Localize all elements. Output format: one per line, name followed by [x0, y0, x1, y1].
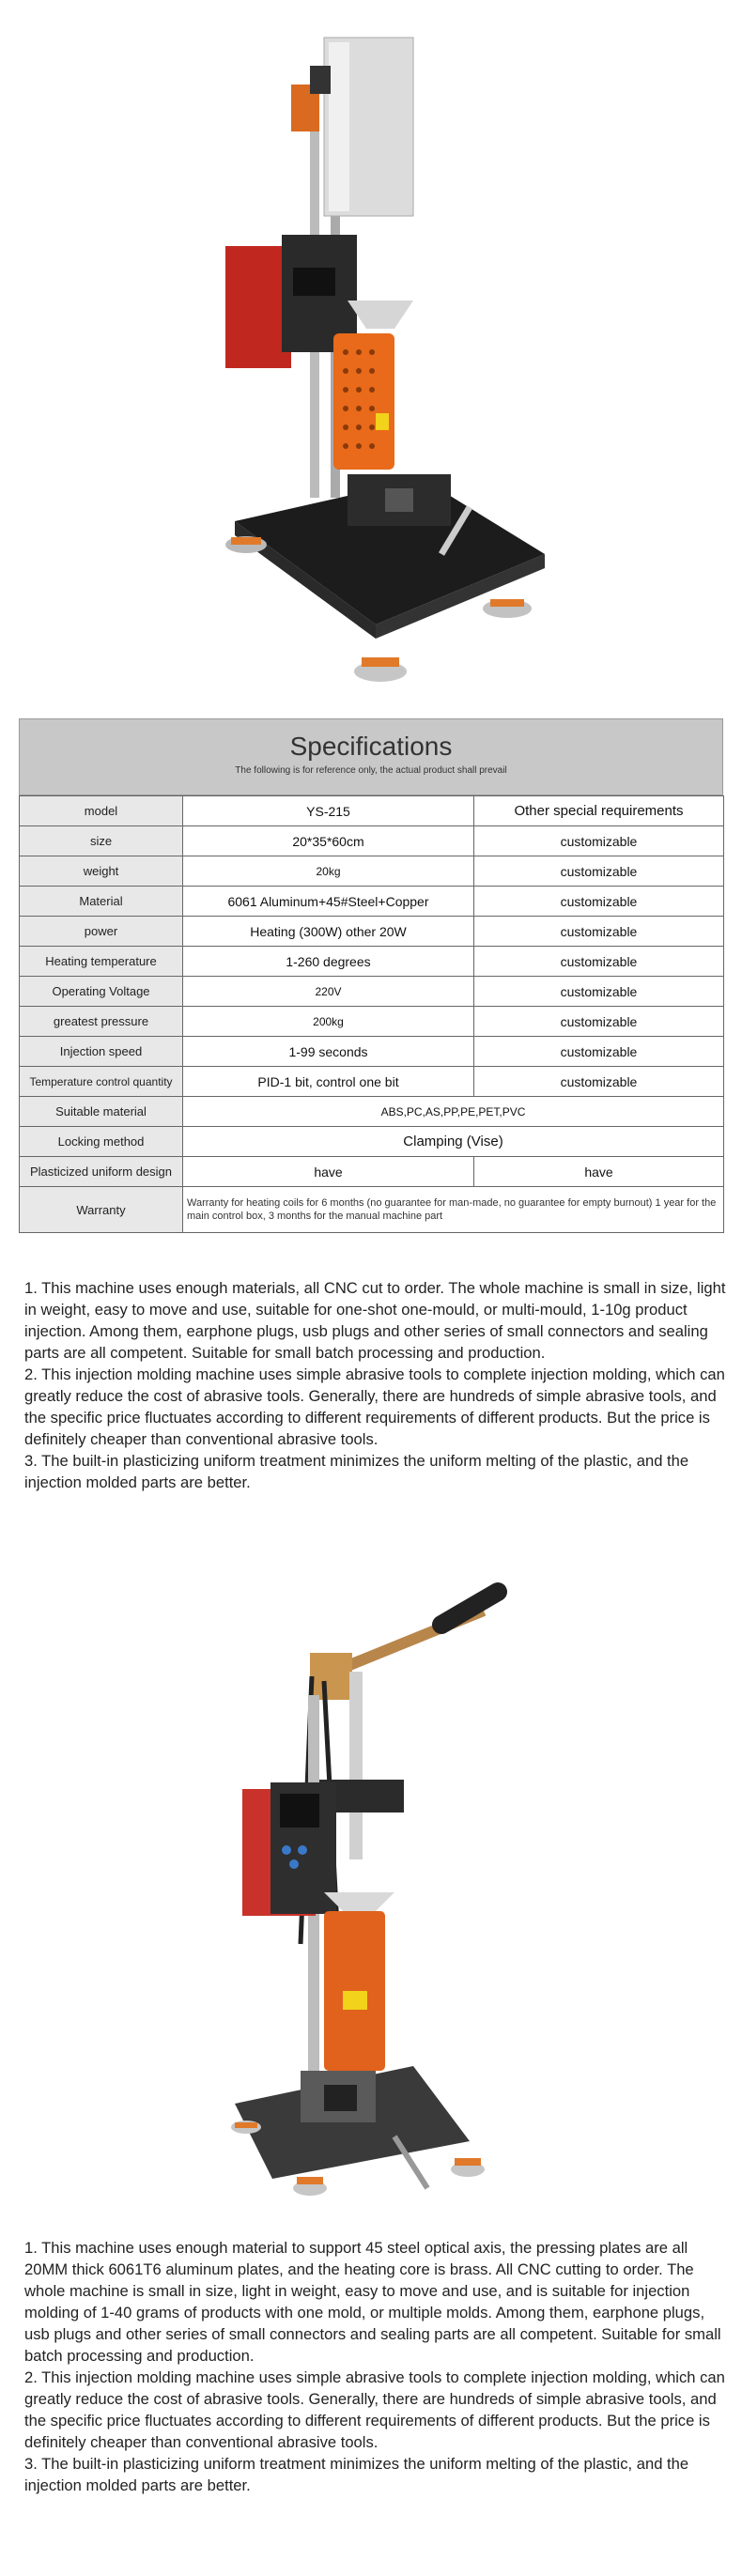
table-row [20, 856, 724, 887]
spec-label: power [20, 917, 183, 947]
product-photo-pneumatic-machine [0, 0, 742, 700]
spec-value: Clamping (Vise) [183, 1127, 724, 1157]
spec-extra: customizable [474, 887, 724, 917]
specifications-title: Specifications [289, 732, 453, 761]
table-row [20, 887, 724, 917]
table-row [20, 1007, 724, 1037]
table-row [20, 1187, 724, 1233]
description-paragraph: 1. This machine uses enough material to support 45 steel optical axis, the pressing plates are all 20MM thick 6061T6 aluminum plates, and the heating core is brass. All CNC cutting to order. The whole machine is small in size, light in weight, easy to move and use, and is suitable for injection molding of 1-40 grams of products with one mold, or multiple molds. Among them, earphone plugs, usb plugs and other series of small connectors and sealing parts are all competent. Suitable for small batch processing and production. [24, 2239, 721, 2365]
spec-label: Material [20, 887, 183, 917]
description-paragraph: 3. The built-in plasticizing uniform treatment minimizes the uniform melting of the plastic, and the injection molded parts are better. [24, 1452, 689, 1491]
spec-extra: customizable [474, 977, 724, 1007]
table-row [20, 826, 724, 856]
spec-value: 6061 Aluminum+45#Steel+Copper [183, 887, 474, 917]
spec-value: 1-99 seconds [183, 1037, 474, 1067]
spec-extra: customizable [474, 917, 724, 947]
product-photo-manual-machine [0, 1540, 742, 2216]
spec-value: ABS,PC,AS,PP,PE,PET,PVC [183, 1097, 724, 1127]
description-paragraph: 1. This machine uses enough materials, all CNC cut to order. The whole machine is small in size, light in weight, easy to move and use, suitable for one-shot one-mould, or multi-mould, 1-10g product injection. Among them, earphone plugs, usb plugs and other series of small connectors and sealing parts are all competent. Suitable for small batch processing and production. [24, 1279, 726, 1362]
spec-label: Operating Voltage [20, 977, 183, 1007]
description-paragraph: 2. This injection molding machine uses simple abrasive tools to complete injection molding, which can greatly reduce the cost of abrasive tools. Generally, there are hundreds of simple abrasive tools, and the specific price fluctuates according to different requirements of different products. But the price is definitely cheaper than conventional abrasive tools. [24, 2368, 725, 2451]
table-row [20, 796, 724, 826]
spec-value: 1-260 degrees [183, 947, 474, 977]
spec-value: Warranty for heating coils for 6 months (no guarantee for man-made, no guarantee for empty burnout) 1 year for the main control box, 3 months for the manual machine part [183, 1187, 724, 1233]
spec-extra: customizable [474, 856, 724, 887]
spec-extra: customizable [474, 947, 724, 977]
spec-value: 200kg [183, 1007, 474, 1037]
spec-label: Warranty [20, 1187, 183, 1233]
spec-label: weight [20, 856, 183, 887]
spec-value: 20*35*60cm [183, 826, 474, 856]
description-block-2 [24, 2237, 727, 2496]
table-row [20, 917, 724, 947]
description-paragraph: 2. This injection molding machine uses simple abrasive tools to complete injection molding, which can greatly reduce the cost of abrasive tools. Generally, there are hundreds of simple abrasive tools, and the specific price fluctuates according to different requirements of different products. But the price is definitely cheaper than conventional abrasive tools. [24, 1365, 725, 1448]
spec-extra: have [474, 1157, 724, 1187]
table-row [20, 1067, 724, 1097]
table-row [20, 947, 724, 977]
spec-value: Heating (300W) other 20W [183, 917, 474, 947]
spec-rows [19, 795, 724, 1233]
spec-extra: Other special requirements [474, 796, 724, 826]
spec-label: Injection speed [20, 1037, 183, 1067]
spec-extra: customizable [474, 1007, 724, 1037]
spec-label: size [20, 826, 183, 856]
spec-value: 220V [183, 977, 474, 1007]
spec-extra: customizable [474, 1037, 724, 1067]
table-row [20, 1157, 724, 1187]
specifications-subtitle: The following is for reference only, the actual product shall prevail [235, 765, 507, 776]
spec-value: PID-1 bit, control one bit [183, 1067, 474, 1097]
table-row [20, 1037, 724, 1067]
specifications-header [19, 718, 723, 795]
spec-label: Locking method [20, 1127, 183, 1157]
spec-value: 20kg [183, 856, 474, 887]
specifications-table [19, 718, 723, 1233]
description-paragraph: 3. The built-in plasticizing uniform treatment minimizes the uniform melting of the plastic, and the injection molded parts are better. [24, 2455, 689, 2494]
spec-label: greatest pressure [20, 1007, 183, 1037]
spec-label: Temperature control quantity [20, 1067, 183, 1097]
spec-label: Heating temperature [20, 947, 183, 977]
description-block-1 [24, 1277, 727, 1493]
spec-extra: customizable [474, 1067, 724, 1097]
table-row [20, 977, 724, 1007]
spec-value: YS-215 [183, 796, 474, 826]
spec-label: Suitable material [20, 1097, 183, 1127]
spec-label: model [20, 796, 183, 826]
spec-label: Plasticized uniform design [20, 1157, 183, 1187]
table-row [20, 1097, 724, 1127]
spec-value: have [183, 1157, 474, 1187]
spec-extra: customizable [474, 826, 724, 856]
table-row [20, 1127, 724, 1157]
